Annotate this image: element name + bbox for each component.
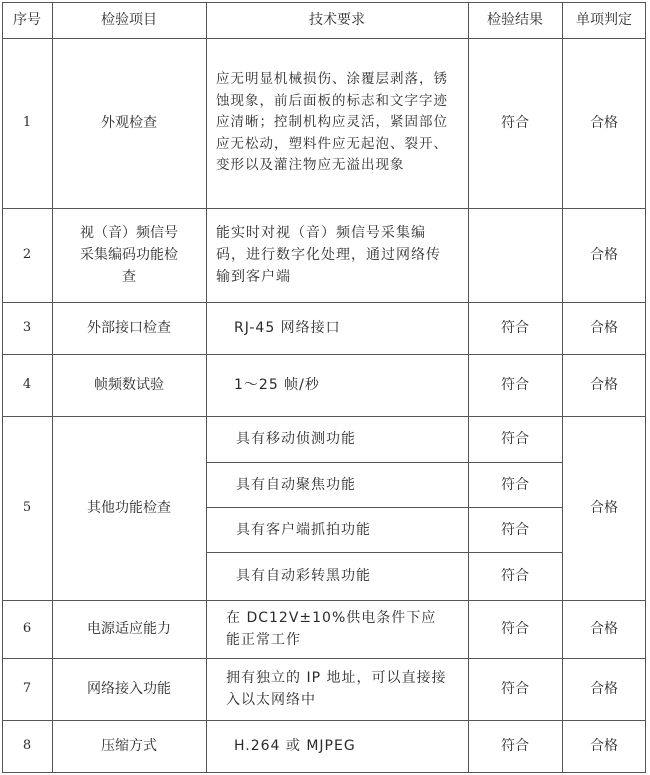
row-7-requirement: 拥有独立的 IP 地址，可以直接接入以太网络中 xyxy=(226,670,447,708)
row-7-item: 网络接入功能 xyxy=(87,681,171,697)
row-2-judgement: 合格 xyxy=(590,247,618,263)
row-1-no: 1 xyxy=(22,115,32,130)
row-5-judgement: 合格 xyxy=(590,500,618,516)
row-5-sub-4-requirement: 具有自动彩转黑功能 xyxy=(236,568,371,584)
row-5-sub-3-requirement: 具有客户端抓拍功能 xyxy=(236,521,371,538)
row-3-item: 外部接口检查 xyxy=(87,320,171,336)
row-1-requirement: 应无明显机械损伤、涂覆层剥落，锈蚀现象，前后面板的标志和文字字迹应清晰；控制机构应灵活，紧固部位应无松动，塑料件应无起泡、裂开、变形以及灌注物应无溢出现象 xyxy=(216,71,448,174)
header-result: 检验结果 xyxy=(487,12,543,28)
row-4-judgement: 合格 xyxy=(590,377,618,393)
row-8-judgement: 合格 xyxy=(590,738,618,754)
row-5-sub-1-result: 符合 xyxy=(501,431,529,447)
row-4-requirement: 1～25 帧/秒 xyxy=(234,377,320,393)
row-5-item: 其他功能检查 xyxy=(87,500,171,516)
header-no: 序号 xyxy=(13,12,41,28)
row-6-no: 6 xyxy=(22,621,32,636)
row-8-requirement: H.264 或 MJPEG xyxy=(234,738,356,754)
row-1-judgement: 合格 xyxy=(590,115,618,131)
row-3-no: 3 xyxy=(22,320,32,335)
row-2-result xyxy=(468,208,562,302)
row-3-requirement: RJ-45 网络接口 xyxy=(234,320,341,336)
row-5-sub-1-requirement: 具有移动侦测功能 xyxy=(236,431,356,447)
row-6-judgement: 合格 xyxy=(590,621,618,637)
row-7-result: 符合 xyxy=(501,681,529,697)
inspection-table xyxy=(2,2,646,773)
row-3-judgement: 合格 xyxy=(590,320,618,336)
row-7-judgement: 合格 xyxy=(590,681,618,697)
row-2-item: 视（音）频信号采集编码功能检查 xyxy=(80,225,178,285)
row-5-no: 5 xyxy=(22,500,32,515)
row-7-no: 7 xyxy=(22,681,32,696)
row-4-no: 4 xyxy=(22,377,32,392)
header-judgement: 单项判定 xyxy=(576,12,632,28)
table-border-bottom xyxy=(2,772,646,773)
header-requirement: 技术要求 xyxy=(309,12,365,28)
row-5-sub-2-requirement: 具有自动聚焦功能 xyxy=(236,476,356,493)
row-1-result: 符合 xyxy=(501,115,529,131)
row-8-result: 符合 xyxy=(501,738,529,754)
row-6-result: 符合 xyxy=(501,621,529,637)
row-8-no: 8 xyxy=(22,738,32,753)
row-2-requirement: 能实时对视（音）频信号采集编码，进行数字化处理，通过网络传输到客户端 xyxy=(216,225,441,285)
row-2-no: 2 xyxy=(22,247,32,262)
row-4-result: 符合 xyxy=(501,377,529,393)
row-8-item: 压缩方式 xyxy=(101,738,157,754)
row-5-sub-3-result: 符合 xyxy=(501,521,529,538)
row-6-requirement: 在 DC12V±10%供电条件下应能正常工作 xyxy=(226,610,437,648)
header-item: 检验项目 xyxy=(101,12,157,28)
row-5-sub-2-result: 符合 xyxy=(501,476,529,493)
row-1-item: 外观检查 xyxy=(101,115,157,131)
row-3-result: 符合 xyxy=(501,320,529,336)
row-5-sub-4-result: 符合 xyxy=(501,568,529,584)
row-4-item: 帧频数试验 xyxy=(94,377,164,393)
row-6-item: 电源适应能力 xyxy=(87,621,171,637)
